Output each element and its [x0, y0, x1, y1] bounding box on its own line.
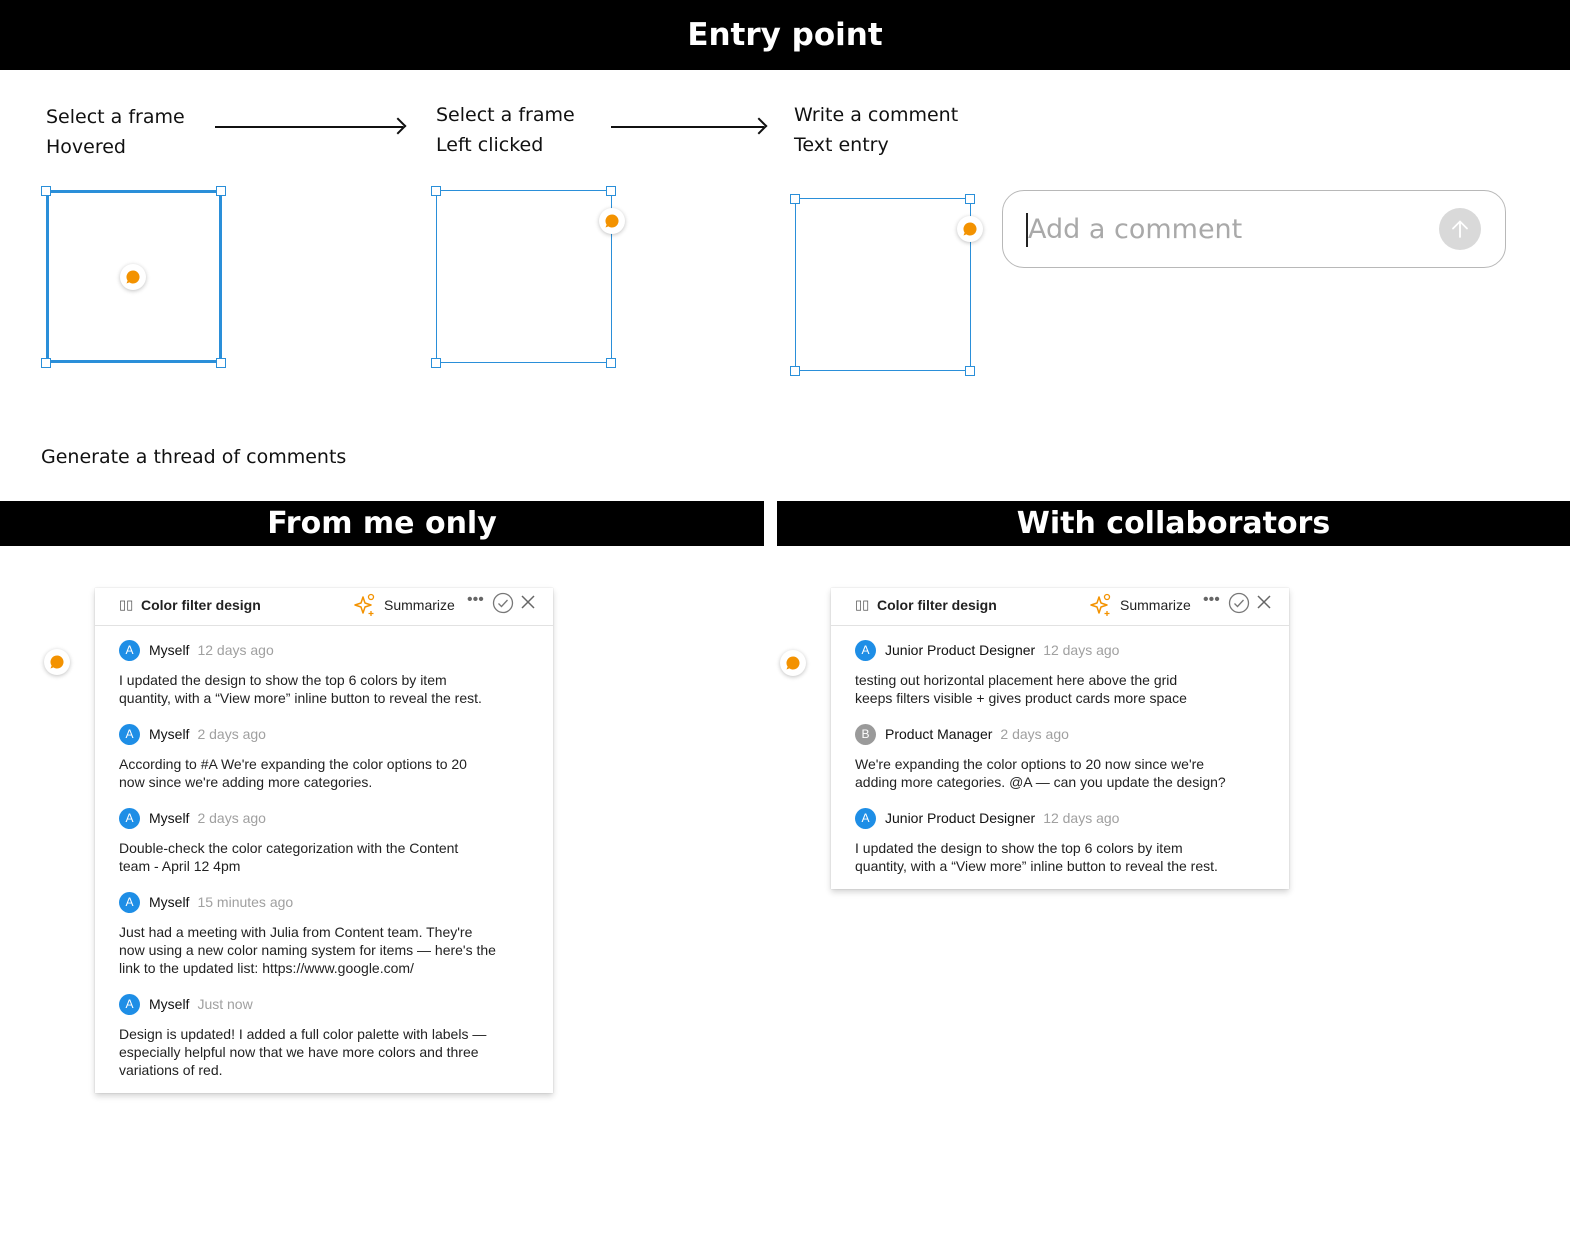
comment-line: link to the updated list: https://www.google.com/ — [119, 960, 414, 976]
comment-item — [119, 806, 529, 875]
resize-handle[interactable] — [606, 358, 616, 368]
comment-line: We're expanding the color options to 20 now since we're — [855, 756, 1205, 772]
more-options-icon[interactable]: ••• — [1203, 591, 1220, 608]
comment-pin[interactable] — [44, 649, 70, 675]
comment-text — [855, 839, 1265, 875]
step-3-title: Write a comment — [794, 104, 959, 126]
frame-icon: ▯▯ — [119, 597, 134, 612]
comment-pin[interactable] — [957, 216, 983, 242]
comment-list — [831, 626, 1289, 889]
comment-timestamp: 15 minutes ago — [197, 894, 294, 910]
comment-timestamp: 12 days ago — [197, 642, 274, 658]
flow-arrow-1 — [215, 126, 403, 128]
avatar: A — [119, 994, 140, 1015]
step-1-title: Select a frame — [46, 106, 185, 128]
comment-thread-panel-me — [95, 588, 553, 1093]
comment-line: Double-check the color categorization with the Content — [119, 840, 459, 856]
comment-input-box[interactable] — [1002, 190, 1506, 268]
flow-arrow-2 — [611, 126, 764, 128]
comment-timestamp: 2 days ago — [197, 726, 266, 742]
banner-entry-point: Entry point — [0, 0, 1570, 70]
comment-header — [119, 992, 529, 1016]
section-heading: Generate a thread of comments — [41, 446, 347, 468]
comment-header — [119, 722, 529, 746]
comment-text — [855, 755, 1265, 791]
avatar: A — [119, 724, 140, 745]
comment-text — [119, 671, 529, 707]
frame-icon: ▯▯ — [855, 597, 870, 612]
comment-line: I updated the design to show the top 6 colors by item — [119, 672, 447, 688]
summarize-button[interactable]: Summarize — [1120, 597, 1191, 613]
comment-author: Myself — [149, 642, 190, 658]
comment-item — [119, 722, 529, 791]
resize-handle[interactable] — [431, 358, 441, 368]
step-1-state: Hovered — [46, 136, 126, 158]
comment-timestamp: 2 days ago — [197, 810, 266, 826]
comment-author: Product Manager — [885, 726, 993, 742]
thread-title: Color filter design — [877, 597, 997, 613]
step-label-left-clicked — [436, 100, 575, 160]
step-3-state: Text entry — [794, 134, 889, 156]
comment-text — [119, 1025, 529, 1079]
comment-header — [855, 722, 1265, 746]
comment-line: testing out horizontal placement here above the grid — [855, 672, 1178, 688]
panel-header — [831, 588, 1289, 626]
panel-header — [95, 588, 553, 626]
step-2-state: Left clicked — [436, 134, 544, 156]
comment-item — [119, 638, 529, 707]
resize-handle[interactable] — [965, 194, 975, 204]
comment-author: Junior Product Designer — [885, 810, 1036, 826]
comment-thread-panel-collab — [831, 588, 1289, 889]
frame-left-clicked[interactable] — [436, 190, 612, 363]
comment-timestamp: 12 days ago — [1043, 810, 1120, 826]
comment-line: especially helpful now that we have more colors and three — [119, 1044, 479, 1060]
comment-line: adding more categories. @A — can you update the design? — [855, 774, 1226, 790]
sparkle-icon[interactable] — [1089, 592, 1113, 623]
close-icon[interactable] — [520, 594, 536, 615]
comment-author: Myself — [149, 894, 190, 910]
resize-handle[interactable] — [790, 194, 800, 204]
resize-handle[interactable] — [41, 358, 51, 368]
banner-from-me-only: From me only — [0, 501, 764, 546]
comment-item — [855, 638, 1265, 707]
thread-title: Color filter design — [141, 597, 261, 613]
comment-line: variations of red. — [119, 1062, 223, 1078]
comment-item — [119, 992, 529, 1079]
comment-author: Myself — [149, 810, 190, 826]
comment-item — [119, 890, 529, 977]
avatar: A — [855, 640, 876, 661]
comment-item — [855, 722, 1265, 791]
comment-text — [855, 671, 1265, 707]
comment-pin[interactable] — [120, 264, 146, 290]
comment-line: According to #A We're expanding the color options to 20 — [119, 756, 467, 772]
resize-handle[interactable] — [216, 358, 226, 368]
comment-author: Junior Product Designer — [885, 642, 1036, 658]
avatar: A — [119, 808, 140, 829]
comment-header — [119, 638, 529, 662]
resize-handle[interactable] — [431, 186, 441, 196]
resize-handle[interactable] — [216, 186, 226, 196]
more-options-icon[interactable]: ••• — [467, 591, 484, 608]
comment-pin[interactable] — [780, 650, 806, 676]
comment-timestamp: Just now — [197, 996, 253, 1012]
comment-header — [119, 890, 529, 914]
step-label-text-entry — [794, 100, 958, 160]
arrow-up-icon — [1449, 218, 1471, 240]
comment-text — [119, 923, 529, 977]
banner-with-collaborators: With collaborators — [777, 501, 1570, 546]
comment-pin[interactable] — [599, 208, 625, 234]
comment-author: Myself — [149, 996, 190, 1012]
comment-item — [855, 806, 1265, 875]
comment-bubble-icon — [125, 269, 141, 285]
step-2-title: Select a frame — [436, 104, 575, 126]
resolve-check-icon[interactable] — [1228, 592, 1250, 619]
resize-handle[interactable] — [41, 186, 51, 196]
step-label-hovered — [46, 102, 185, 162]
comment-bubble-icon — [604, 213, 620, 229]
comment-header — [119, 806, 529, 830]
close-icon[interactable] — [1256, 594, 1272, 615]
comment-bubble-icon — [49, 654, 65, 670]
comment-author: Myself — [149, 726, 190, 742]
comment-line: I updated the design to show the top 6 colors by item — [855, 840, 1183, 856]
comment-header — [855, 806, 1265, 830]
comment-bubble-icon — [785, 655, 801, 671]
comment-line: quantity, with a “View more” inline button to reveal the rest. — [855, 858, 1218, 874]
avatar: A — [119, 892, 140, 913]
resolve-check-icon[interactable] — [492, 592, 514, 619]
avatar: A — [119, 640, 140, 661]
comment-header — [855, 638, 1265, 662]
comment-timestamp: 2 days ago — [1000, 726, 1069, 742]
summarize-button[interactable]: Summarize — [384, 597, 455, 613]
resize-handle[interactable] — [965, 366, 975, 376]
comment-line: now using a new color naming system for items — here's the — [119, 942, 496, 958]
comment-timestamp: 12 days ago — [1043, 642, 1120, 658]
comment-input[interactable] — [1028, 208, 1428, 250]
frame-text-entry[interactable] — [795, 198, 971, 371]
resize-handle[interactable] — [606, 186, 616, 196]
resize-handle[interactable] — [790, 366, 800, 376]
comment-line: now since we're adding more categories. — [119, 774, 373, 790]
avatar: A — [855, 808, 876, 829]
comment-text — [119, 839, 529, 875]
comment-line: keeps filters visible + gives product cards more space — [855, 690, 1187, 706]
sparkle-icon[interactable] — [353, 592, 377, 623]
send-button[interactable] — [1439, 208, 1481, 250]
comment-line: Design is updated! I added a full color palette with labels — — [119, 1026, 487, 1042]
comment-list — [95, 626, 553, 1093]
comment-line: Just had a meeting with Julia from Content team. They're — [119, 924, 473, 940]
comment-bubble-icon — [962, 221, 978, 237]
comment-line: team - April 12 4pm — [119, 858, 241, 874]
avatar: B — [855, 724, 876, 745]
comment-line: quantity, with a “View more” inline button to reveal the rest. — [119, 690, 482, 706]
comment-text — [119, 755, 529, 791]
